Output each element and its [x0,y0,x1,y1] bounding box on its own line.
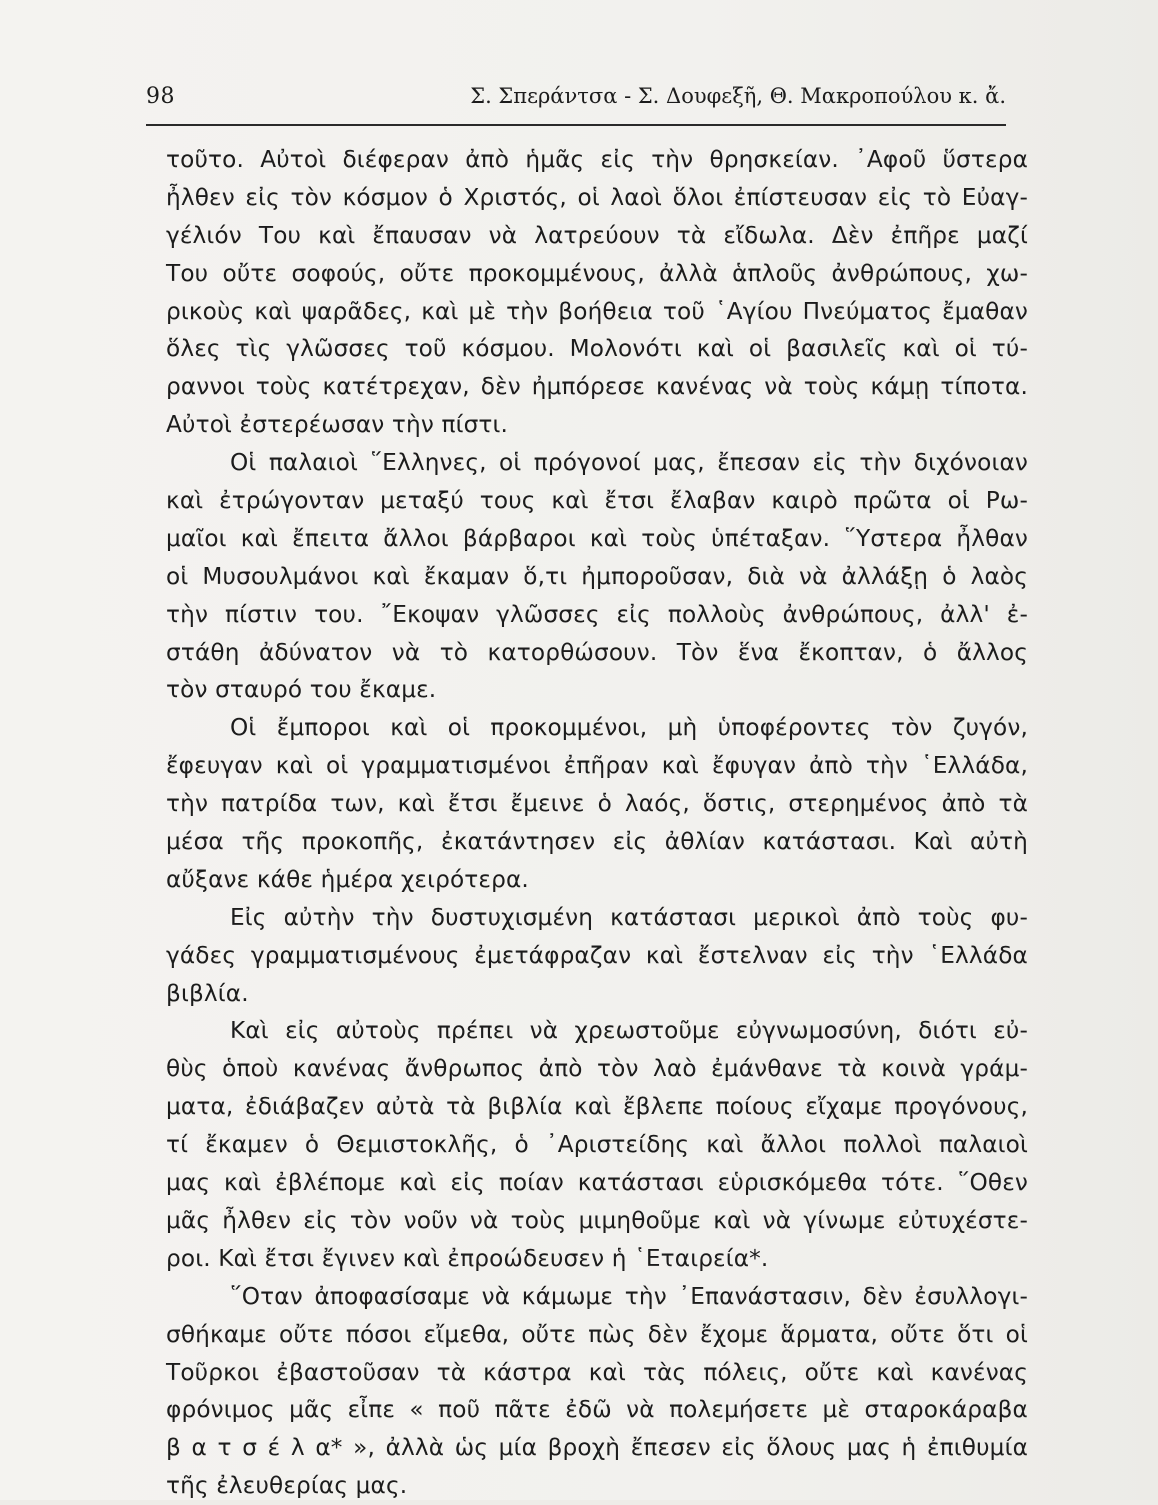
text-line: μας καὶ ἐβλέπομε καὶ εἰς ποίαν κατάστασι εὑρισκόμεθα τότε. ῞Οθεν [166,1169,1028,1197]
text-line: στάθη ἀδύνατον νὰ τὸ κατορθώσουν. Τὸν ἕνα ἔκοπταν, ὁ ἄλλος [166,638,1028,666]
text-line: καὶ ἐτρώγονταν μεταξύ τους καὶ ἔτσι ἔλαβαν καιρὸ πρῶτα οἱ Ρω- [166,487,1028,515]
text-line: μαῖοι καὶ ἔπειτα ἄλλοι βάρβαροι καὶ τοὺς ὑπέταξαν. ῞Υστερα ἦλθαν [166,524,1028,552]
text-line: βιβλία. [166,979,249,1007]
body-text [166,141,1028,1505]
text-line: Αὐτοὶ ἐστερέωσαν τὴν πίστι. [166,411,509,439]
text-line: Οἱ παλαιοὶ ῞Ελληνες, οἱ πρόγονοί μας, ἔπεσαν εἰς τὴν διχόνοιαν [230,449,1028,477]
text-line: Τοῦρκοι ἐβαστοῦσαν τὰ κάστρα καὶ τὰς πόλεις, οὔτε καὶ κανένας [166,1358,1028,1386]
text-line: οἱ Μυσουλμάνοι καὶ ἔκαμαν ὅ,τι ἠμποροῦσαν, διὰ νὰ ἀλλάξῃ ὁ λαὸς [166,562,1028,590]
header-rule [146,124,1006,126]
running-head: Σ. Σπεράντσα - Σ. Δουφεξῆ, Θ. Μακροπούλου κ. ἄ. [470,84,1006,108]
text-line: Οἱ ἔμποροι καὶ οἱ προκομμένοι, μὴ ὑποφέροντες τὸν ζυγόν, [230,714,1028,742]
text-line: Εἰς αὐτὴν τὴν δυστυχισμένη κατάστασι μερικοὶ ἀπὸ τοὺς φυ- [230,903,1028,931]
text-line: ῞Οταν ἀποφασίσαμε νὰ κάμωμε τὴν ᾿Επανάστασιν, δὲν ἐσυλλογι- [230,1282,1028,1310]
text-line: ραννοι τοὺς κατέτρεχαν, δὲν ἠμπόρεσε κανένας νὰ τοὺς κάμῃ τίποτα. [166,373,1028,401]
text-line: μέσα τῆς προκοπῆς, ἐκατάντησεν εἰς ἀθλίαν κατάστασι. Καὶ αὐτὴ [166,828,1028,856]
text-line: σθήκαμε οὔτε πόσοι εἴμεθα, οὔτε πὼς δὲν ἔχομε ἅρματα, οὔτε ὅτι οἱ [166,1320,1028,1348]
text-line: ρικοὺς καὶ ψαρᾶδες, καὶ μὲ τὴν βοήθεια τοῦ ῾Αγίου Πνεύματος ἔμαθαν [166,297,1028,325]
text-line: τῆς ἐλευθερίας μας. [166,1472,408,1500]
text-line: β α τ σ έ λ α* », ἀλλὰ ὡς μία βροχὴ ἔπεσεν εἰς ὅλους μας ἡ ἐπιθυμία [166,1434,1028,1462]
text-line: ἔφευγαν καὶ οἱ γραμματισμένοι ἐπῆραν καὶ ἔφυγαν ἀπὸ τὴν ῾Ελλάδα, [166,752,1028,780]
text-line: τὸν σταυρό του ἔκαμε. [166,676,437,704]
text-line: γάδες γραμματισμένους ἐμετάφραζαν καὶ ἔστελναν εἰς τὴν ῾Ελλάδα [166,941,1028,969]
text-line: Του οὔτε σοφούς, οὔτε προκομμένους, ἀλλὰ ἁπλοῦς ἀνθρώπους, χω- [166,259,1028,287]
text-line: ροι. Καὶ ἔτσι ἔγινεν καὶ ἐπροώδευσεν ἡ ῾Εταιρεία*. [166,1244,769,1272]
text-line: ὅλες τὶς γλῶσσες τοῦ κόσμου. Μολονότι καὶ οἱ βασιλεῖς καὶ οἱ τύ- [166,335,1028,363]
text-line: τὴν πίστιν του. ῎Εκοψαν γλῶσσες εἰς πολλοὺς ἀνθρώπους, ἀλλ' ἐ- [166,600,1028,628]
text-line: ἦλθεν εἰς τὸν κόσμον ὁ Χριστός, οἱ λαοὶ ὅλοι ἐπίστευσαν εἰς τὸ Εὐαγ- [166,183,1028,211]
text-line: φρόνιμος μᾶς εἶπε « ποῦ πᾶτε ἐδῶ νὰ πολεμήσετε μὲ σταροκάραβα [166,1396,1028,1424]
text-line: Καὶ εἰς αὐτοὺς πρέπει νὰ χρεωστοῦμε εὐγνωμοσύνη, διότι εὐ- [230,1017,1028,1045]
text-line: τοῦτο. Αὐτοὶ διέφεραν ἀπὸ ἡμᾶς εἰς τὴν θρησκείαν. ᾿Αφοῦ ὕστερα [166,146,1028,173]
text-line: μᾶς ἦλθεν εἰς τὸν νοῦν νὰ τοὺς μιμηθοῦμε καὶ νὰ γίνωμε εὐτυχέστε- [166,1206,1028,1234]
text-line: ματα, ἐδιάβαζεν αὐτὰ τὰ βιβλία καὶ ἔβλεπε ποίους εἴχαμε προγόνους, [166,1093,1028,1121]
text-line: τὴν πατρίδα των, καὶ ἔτσι ἔμεινε ὁ λαός, ὅστις, στερημένος ἀπὸ τὰ [166,790,1028,818]
text-line: τί ἔκαμεν ὁ Θεμιστοκλῆς, ὁ ᾿Αριστείδης καὶ ἄλλοι πολλοὶ παλαιοὶ [166,1131,1028,1159]
text-line: αὔξανε κάθε ἡμέρα χειρότερα. [166,865,529,893]
page-number: 98 [146,84,175,109]
text-line: γέλιόν Του καὶ ἔπαυσαν νὰ λατρεύουν τὰ εἴδωλα. Δὲν ἐπῆρε μαζί [166,221,1028,249]
text-line: θὺς ὁποὺ κανένας ἄνθρωπος ἀπὸ τὸν λαὸ ἐμάνθανε τὰ κοινὰ γράμ- [166,1055,1028,1083]
page-header [146,80,1006,120]
